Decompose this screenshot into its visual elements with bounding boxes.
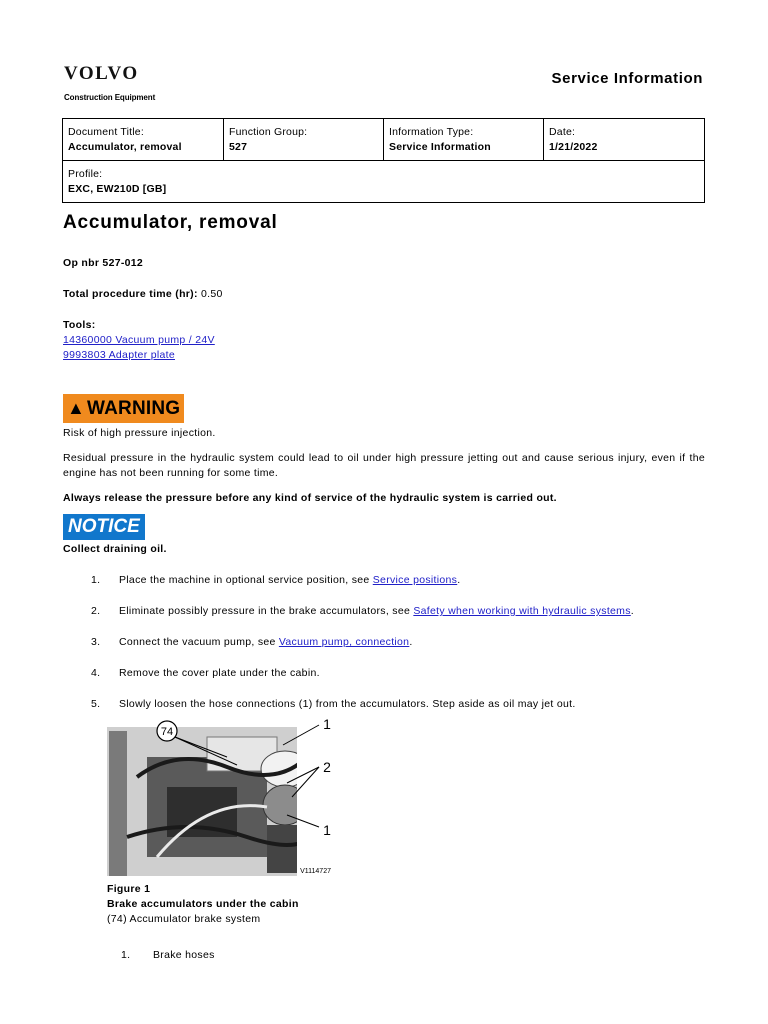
page-title: Accumulator, removal xyxy=(63,212,278,233)
legend-number: 1. xyxy=(121,949,131,961)
function-group-value: 527 xyxy=(229,141,248,153)
brand-subtitle: Construction Equipment xyxy=(64,93,156,102)
step-link[interactable]: Vacuum pump, connection xyxy=(278,636,410,648)
callout-margin xyxy=(297,717,335,876)
warning-badge xyxy=(63,394,184,423)
callout-1-bottom: 1 xyxy=(323,822,331,838)
tool-link[interactable]: 9993803 Adapter plate xyxy=(63,349,175,361)
callout-1-top: 1 xyxy=(323,717,331,732)
warning-triangle-icon: ▲ xyxy=(67,398,86,418)
profile-cell xyxy=(63,161,705,203)
notice-banner xyxy=(63,514,705,540)
info-type-cell xyxy=(384,119,544,161)
tool-link-vacuum-pump xyxy=(63,333,705,348)
cabin-pillar xyxy=(109,731,127,876)
legend-text: Brake hoses xyxy=(153,949,215,961)
date-value: 1/21/2022 xyxy=(549,141,598,153)
notice-text: Collect draining oil. xyxy=(63,543,167,555)
total-time xyxy=(63,287,705,302)
brand-name: VOLVO xyxy=(64,63,139,84)
warning-text: WARNING xyxy=(87,398,181,419)
info-type-value: Service Information xyxy=(389,141,491,153)
profile-label: Profile: xyxy=(68,168,103,180)
info-type-label: Information Type: xyxy=(389,126,474,138)
step-text: Connect the vacuum pump, see xyxy=(119,636,279,648)
total-time-label: Total procedure time (hr): xyxy=(63,288,198,300)
date-label: Date: xyxy=(549,126,576,138)
figure-caption-block xyxy=(107,882,299,927)
callout-2: 2 xyxy=(323,759,331,775)
op-number: Op nbr 527-012 xyxy=(63,257,144,269)
step-2 xyxy=(63,604,705,619)
volvo-logo xyxy=(64,64,155,102)
callout-74: 74 xyxy=(160,726,174,738)
step-1 xyxy=(63,573,705,588)
tools-label: Tools: xyxy=(63,319,96,331)
procedure-steps xyxy=(63,573,705,712)
figure-legend xyxy=(121,945,215,963)
step-text: Place the machine in optional service position, see xyxy=(119,574,373,586)
doc-title-label: Document Title: xyxy=(68,126,144,138)
step-punct: . xyxy=(409,636,413,648)
step-4 xyxy=(63,666,705,681)
step-number: 4. xyxy=(91,667,101,679)
function-group-label: Function Group: xyxy=(229,126,308,138)
doc-title-value: Accumulator, removal xyxy=(68,141,182,153)
step-punct: . xyxy=(630,605,634,617)
step-5 xyxy=(63,697,705,712)
figure-subcaption: (74) Accumulator brake system xyxy=(107,913,261,925)
warning-detail: Residual pressure in the hydraulic system could lead to oil under high pressure jetting out and cause serious injury, even if the engine has not been running for some time. xyxy=(63,452,705,479)
step-link[interactable]: Service positions xyxy=(372,574,458,586)
document-meta-table xyxy=(62,118,705,203)
warning-summary: Risk of high pressure injection. xyxy=(63,427,216,439)
total-time-value: 0.50 xyxy=(201,288,223,300)
step-text: Eliminate possibly pressure in the brake accumulators, see xyxy=(119,605,414,617)
step-number: 1. xyxy=(91,574,101,586)
step-number: 5. xyxy=(91,698,101,710)
figure-brake-accumulators xyxy=(107,717,335,876)
doc-title-cell xyxy=(63,119,224,161)
figure-label: Figure 1 xyxy=(107,883,151,895)
profile-value: EXC, EW210D [GB] xyxy=(68,183,167,195)
step-text: Slowly loosen the hose connections (1) from the accumulators. Step aside as oil may jet out. xyxy=(119,698,576,710)
step-text: Remove the cover plate under the cabin. xyxy=(119,667,320,679)
figure-caption: Brake accumulators under the cabin xyxy=(107,898,299,910)
warning-banner xyxy=(63,394,705,423)
tool-link-adapter-plate xyxy=(63,348,705,363)
step-link[interactable]: Safety when working with hydraulic systems xyxy=(413,605,631,617)
function-group-cell xyxy=(224,119,384,161)
document-body xyxy=(63,212,705,728)
header-title: Service Information xyxy=(551,70,703,87)
step-punct: . xyxy=(457,574,461,586)
step-number: 2. xyxy=(91,605,101,617)
notice-badge: NOTICE xyxy=(63,514,145,540)
date-cell xyxy=(544,119,705,161)
warning-instruction: Always release the pressure before any kind of service of the hydraulic system is carried out. xyxy=(63,492,557,504)
tool-link[interactable]: 14360000 Vacuum pump / 24V xyxy=(63,334,215,346)
step-number: 3. xyxy=(91,636,101,648)
image-code: V1114727 xyxy=(300,868,331,875)
step-3 xyxy=(63,635,705,650)
